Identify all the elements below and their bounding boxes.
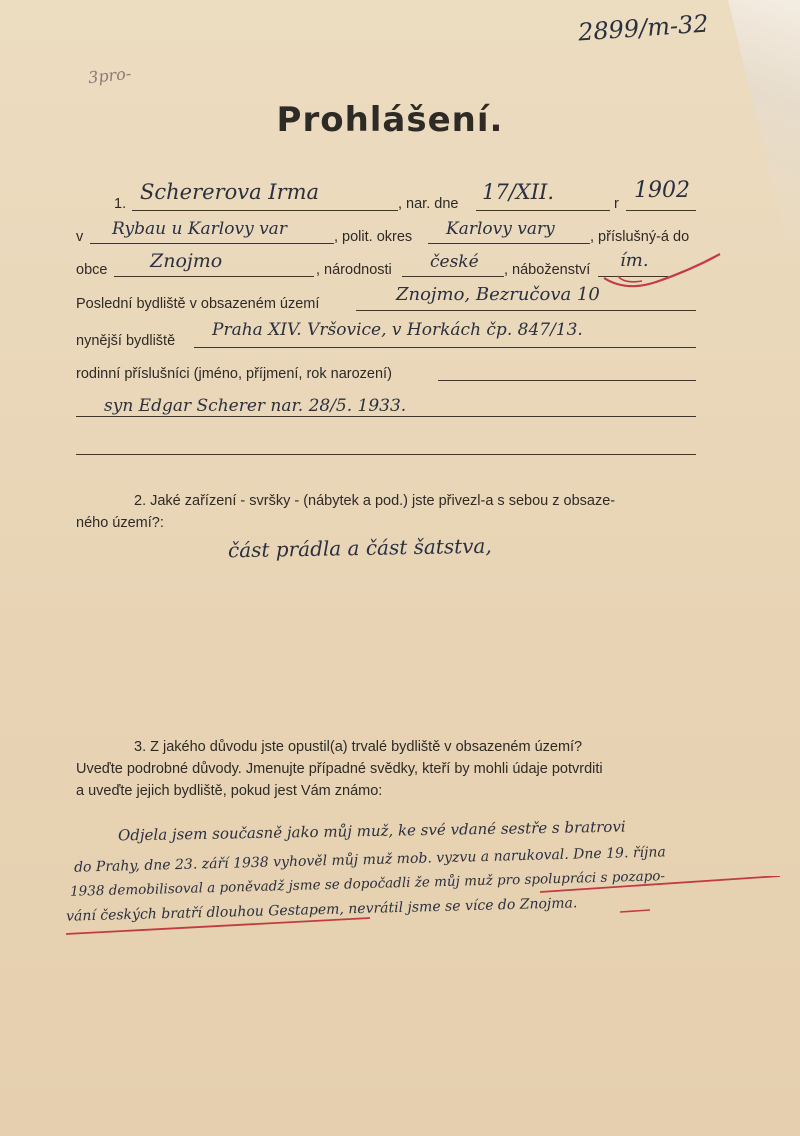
pencil-note: 3pro- — [87, 63, 132, 88]
item-number-1: 1. — [114, 196, 127, 212]
family-line-1 — [438, 380, 696, 381]
question-3-line-2: Uveďte podrobné důvody. Jmenujte případné svědky, kteří by mohli údaje potvrditi — [76, 761, 603, 777]
family-label: rodinní příslušníci (jméno, příjmení, rok narození) — [76, 366, 392, 382]
place-line — [90, 243, 334, 244]
family-value: syn Edgar Scherer nar. 28/5. 1933. — [104, 396, 407, 416]
answer-3-line-3: 1938 demobilisoval a poněvadž jsme se dopočadli že můj muž pro spolupráci s pozapo- — [69, 868, 666, 900]
answer-3-line-1: Odjela jsem současně jako můj muž, ke své vdané sestře s bratrovi — [117, 817, 626, 845]
name-line — [132, 210, 398, 211]
born-line — [476, 210, 610, 211]
answer-3-line-2: do Prahy, dne 23. září 1938 vyhověl můj muž mob. vyzvu a narukoval. Dne 19. října — [73, 844, 666, 876]
question-2-line-2: ného území?: — [76, 515, 164, 531]
religion-label: , náboženství — [504, 262, 591, 278]
current-residence-line — [194, 347, 696, 348]
district-value: Karlovy vary — [446, 219, 555, 239]
red-pencil-check — [596, 248, 726, 294]
last-residence-value: Znojmo, Bezručova 10 — [396, 284, 600, 305]
last-residence-label: Poslední bydliště v obsazeném území — [76, 296, 320, 312]
family-line-3 — [76, 454, 696, 455]
red-pencil-underlines — [60, 876, 790, 946]
v-label: v — [76, 229, 84, 245]
belonging-label: , příslušný-á do — [590, 229, 690, 245]
current-residence-label: nynější bydliště — [76, 333, 176, 349]
born-value: 17/XII. — [482, 180, 555, 204]
district-line — [428, 243, 590, 244]
question-3-line-3: a uveďte jejich bydliště, pokud jest Vám známo: — [76, 783, 383, 799]
year-value: 1902 — [634, 178, 690, 203]
nationality-value: české — [430, 252, 479, 272]
obce-label: obce — [76, 262, 108, 278]
name-value: Schererova Irma — [140, 180, 320, 204]
answer-3-line-4: vání českých bratří dlouhou Gestapem, nevrátil jsme se více do Znojma. — [65, 895, 578, 925]
answer-2: část prádla a část šatstva, — [227, 533, 492, 563]
place-value: Rybau u Karlovy var — [112, 219, 287, 239]
district-label: , polit. okres — [334, 229, 413, 245]
nationality-label: , národnosti — [316, 262, 392, 278]
family-line-2 — [76, 416, 696, 417]
document-number: 2899/m-32 — [577, 9, 710, 47]
current-residence-value: Praha XIV. Vršovice, v Horkách čp. 847/13. — [212, 320, 583, 340]
obce-line — [114, 276, 314, 277]
religion-value: ím. — [620, 250, 649, 271]
year-label: r — [614, 196, 619, 212]
year-line — [626, 210, 696, 211]
last-residence-line — [356, 310, 696, 311]
page-title: Prohlášení. — [276, 100, 504, 140]
obce-value: Znojmo — [150, 250, 223, 272]
question-2-line-1: 2. Jaké zařízení - svršky - (nábytek a pod.) jste přivezl-a s sebou z obsaze- — [134, 493, 616, 509]
question-3-line-1: 3. Z jakého důvodu jste opustil(a) trvalé bydliště v obsazeném území? — [134, 739, 583, 755]
nationality-line — [402, 276, 504, 277]
born-label: , nar. dne — [398, 196, 459, 212]
